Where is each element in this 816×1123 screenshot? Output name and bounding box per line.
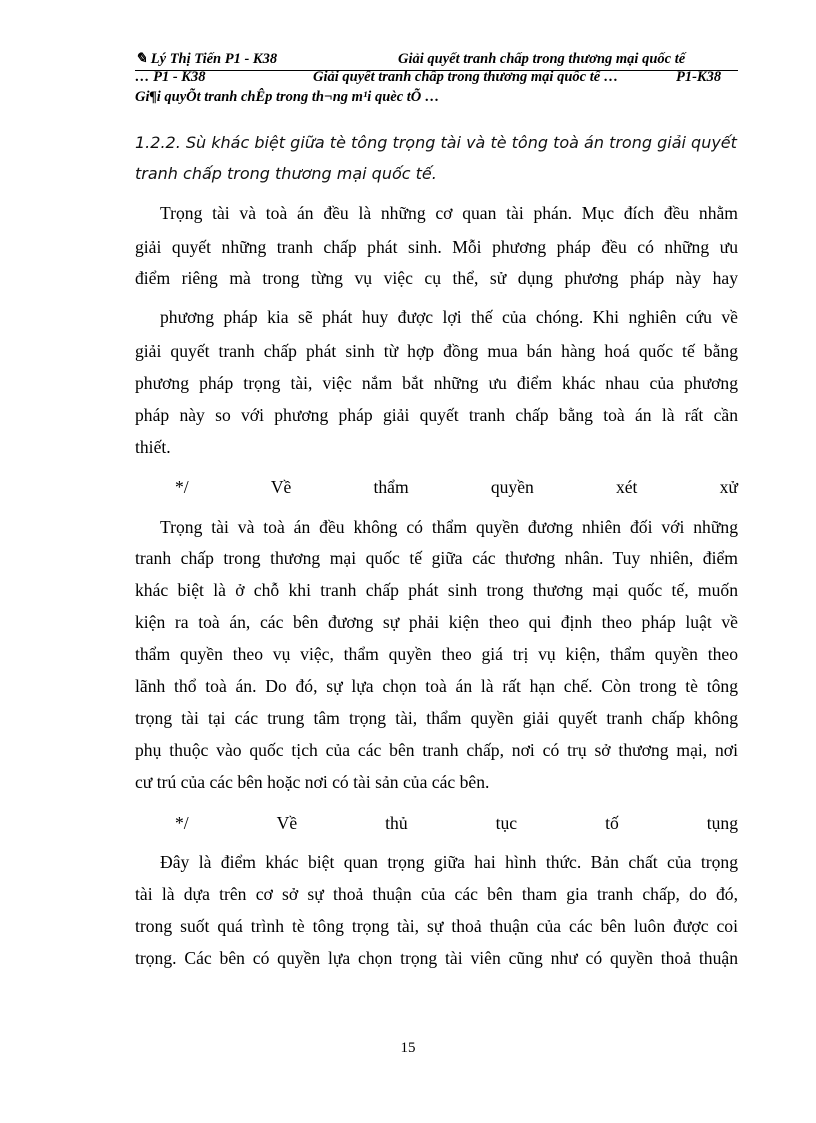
subheading-word: tụng xyxy=(706,813,738,833)
subheading-word: */ xyxy=(175,477,189,497)
paragraph-line: cư trú của các bên hoặc nơi có tài sản của các bên. xyxy=(135,772,490,792)
paragraph-line: giải quyết những tranh chấp phát sinh. Mỗi phương pháp đều có những ưu xyxy=(135,237,738,257)
subheading-word: xử xyxy=(719,477,738,497)
subheading-word: tục xyxy=(495,813,518,833)
paragraph-line: pháp này so với phương pháp giải quyết tranh chấp bằng toà án là rất cần xyxy=(135,405,738,425)
paragraph-line: Trọng tài và toà án đều là những cơ quan tài phán. Mục đích đều nhằm xyxy=(160,203,738,223)
header-encoded-title: Gi¶i quyÕt tranh chÊp trong th¬ng m¹i quèc tÕ … xyxy=(135,89,440,105)
paragraph-line: điểm riêng mà trong từng vụ việc cụ thể, sử dụng phương pháp này hay xyxy=(135,268,738,288)
section-heading: 1.2.2. Sù khác biệt giữa tè tông trọng tài và tè tông toà án trong giải quyết tranh chấp trong thương mại quốc tế. xyxy=(135,133,737,183)
paragraph-line: kiện ra toà án, các bên đương sự phải kiện theo qui định theo pháp luật về xyxy=(135,612,738,632)
subheading-word: */ xyxy=(175,813,189,833)
paragraph-line: thiết. xyxy=(135,437,171,457)
paragraph-line: trọng tài tại các trung tâm trọng tài, thẩm quyền giải quyết tranh chấp không xyxy=(135,708,738,728)
paragraph-line: giải quyết tranh chấp phát sinh từ hợp đồng mua bán hàng hoá quốc tế bằng xyxy=(135,341,738,361)
header-class-code-right: P1-K38 xyxy=(676,69,722,85)
paragraph-line: phương pháp trọng tài, việc nắm bắt những ưu điểm khác nhau của phương xyxy=(135,373,738,393)
paragraph-line: trong suốt quá trình tè tông trọng tài, sự thoả thuận của các bên luôn được coi xyxy=(135,916,738,936)
subheading-word: tố xyxy=(605,813,619,833)
header-title-repeat: Giải quyết tranh chấp trong thương mại quốc tế … xyxy=(313,69,619,85)
subheading-jurisdiction xyxy=(175,477,738,498)
paragraph-line: tài là dựa trên cơ sở sự thoả thuận của các bên tham gia tranh chấp, do đó, xyxy=(135,884,738,904)
subheading-word: xét xyxy=(615,477,638,497)
paragraph-line: Trọng tài và toà án đều không có thẩm quyền đương nhiên đối với những xyxy=(160,517,738,537)
subheading-procedure xyxy=(175,813,738,834)
subheading-word: thẩm xyxy=(373,477,409,497)
subheading-word: quyền xyxy=(490,477,534,497)
subheading-word: Về xyxy=(270,477,292,497)
subheading-word: thủ xyxy=(385,813,408,833)
paragraph-line: lãnh thổ toà án. Do đó, sự lựa chọn toà án là rất hạn chế. Còn trong tè tông xyxy=(135,676,738,696)
paragraph-line: phụ thuộc vào quốc tịch của các bên tranh chấp, nơi có trụ sở thương mại, nơi xyxy=(135,740,738,760)
header-title: Giải quyết tranh chấp trong thương mại quốc tế xyxy=(398,51,686,67)
subheading-word: Về xyxy=(276,813,298,833)
paragraph-line: Đây là điểm khác biệt quan trọng giữa hai hình thức. Bản chất của trọng xyxy=(160,852,738,872)
page-number: 15 xyxy=(400,1040,416,1056)
header-author: ✎ Lý Thị Tiến P1 - K38 xyxy=(135,51,278,67)
paragraph-line: trọng. Các bên có quyền lựa chọn trọng tài viên cũng như có quyền thoả thuận xyxy=(135,948,738,968)
header-class-code: … P1 - K38 xyxy=(135,69,206,85)
paragraph-line: phương pháp kia sẽ phát huy được lợi thế của chóng. Khi nghiên cứu về xyxy=(160,307,738,327)
paragraph-line: khác biệt là ở chỗ khi tranh chấp phát sinh trong thương mại quốc tế, muốn xyxy=(135,580,738,600)
paragraph-line: thẩm quyền theo vụ việc, thẩm quyền theo giá trị vụ kiện, thẩm quyền theo xyxy=(135,644,738,664)
paragraph-line: tranh chấp trong thương mại quốc tế giữa các thương nhân. Tuy nhiên, điểm xyxy=(135,548,738,568)
